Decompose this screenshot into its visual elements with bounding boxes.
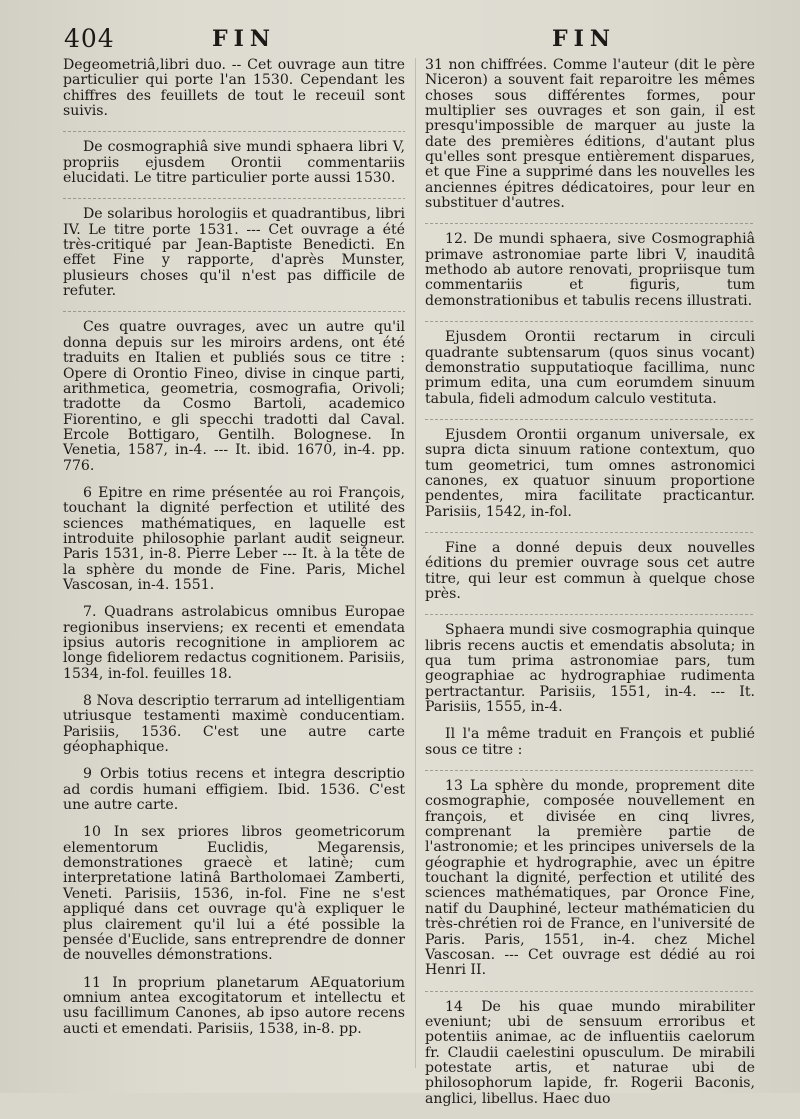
entry-10-paragraph: 10 In sex priores libros geometricorum elementorum Euclidis, Megarensis, demonstrationes graecè et latinè; cum interpretatione latinâ Bartholomaei Zamberti, Veneti. Parisiis, 1536, in-fol. Fine ne s'est appliqué dans cet ouvrage qu'à expliquer le plus clairement qu'il lui a été possible la pensée d'Euclide, sans entreprendre de donner de nouvelles démonstrations. bbox=[63, 824, 405, 964]
divider bbox=[425, 223, 755, 224]
divider bbox=[425, 532, 755, 533]
entry-cosmographia-paragraph: De cosmographiâ sive mundi sphaera libri V, propriis ejusdem Orontii commentariis elucidati. Le titre particulier porte aussi 1530. bbox=[63, 139, 405, 187]
rectarum-paragraph: Ejusdem Orontii rectarum in circuli quadrante subtensarum (quos sinus vocant) demonstratio supputatioque facillima, nunc primum edita, una cum eorumdem sinuum tabula, fideli admodum calculo vestituta. bbox=[425, 329, 755, 407]
right-column bbox=[425, 58, 755, 1119]
page-header bbox=[0, 22, 800, 58]
sphaera-mundi-paragraph: Sphaera mundi sive cosmographia quinque libris recens auctis et emendatis absoluta; in qua tum prima astronomiae pars, tum geographiae ac hydrographiae rudimenta pertractantur. Parisiis, 1551, in-4. --- It. Parisiis, 1555, in-4. bbox=[425, 622, 755, 716]
entry-14-paragraph: 14 De his quae mundo mirabiliter eveniunt; ubi de sensuum erroribus et potentiis animae, ac de influentiis caelorum fr. Claudii caelestini opusculum. De mirabili potestate artis, et naturae ubi de philosophorum lapide, fr. Rogerii Baconis, anglici, libellus. Haec duo bbox=[425, 998, 755, 1107]
entry-9-paragraph: 9 Orbis totius recens et integra descriptio ad cordis humani effigiem. Ibid. 1536. C'est une autre carte. bbox=[63, 766, 405, 814]
entry-13-paragraph: 13 La sphère du monde, proprement dite cosmographie, composée nouvellement en françois, et divisée en cinq livres, comprenant la première partie de l'astronomie; et les principes universels de la géographie et hydrographie, avec un épitre touchant la dignité, perfection et utilité des sciences mathématiques, par Oronce Fine, natif du Dauphiné, lecteur mathématicien du très-chrétien roi de France, en l'université de Paris. Paris, 1551, in-4. chez Michel Vascosan. --- Cet ouvrage est dédié au roi Henri II. bbox=[425, 778, 755, 979]
divider bbox=[425, 991, 755, 992]
italian-translation-paragraph: Ces quatre ouvrages, avec un autre qu'il donna depuis sur les miroirs ardens, ont été traduits en Italien et publiés sous ce titre : Opere di Orontio Fineo, divise in cinque parti, arithmetica, geometria, cosmografia, Orivoli; tradotte da Cosmo Bartoli, academico Fiorentino, e gli specchi tradotti dal Caval. Ercole Bottigaro, Gentilh. Bolognese. In Venetia, 1587, in-4. --- It. ibid. 1670, in-4. pp. 776. bbox=[63, 319, 405, 474]
entry-geometria-paragraph: Degeometriâ,libri duo. -- Cet ouvrage aun titre particulier qui porte l'an 1530. Cependant les chiffres des feuillets de tout le receuil sont suivis. bbox=[63, 57, 405, 120]
entry-11-paragraph: 11 In proprium planetarum AEquatorium omnium antea excogitatorum et intellectu et usu facillimum Canones, ab ipso autore recens aucti et emendati. Parisiis, 1538, in-8. pp. bbox=[63, 974, 405, 1037]
entry-7-paragraph: 7. Quadrans astrolabicus omnibus Europae regionibus inserviens; ex recenti et emendata ipsius autoris recognitione in ampliorem ac longe fideliorem redactus cognitionem. Parisiis, 1534, in-fol. feuilles 18. bbox=[63, 604, 405, 682]
column-divider bbox=[415, 58, 416, 1068]
running-title-left: FIN bbox=[212, 26, 277, 52]
running-title-right: FIN bbox=[552, 26, 617, 52]
divider bbox=[63, 198, 405, 199]
entry-solaribus-paragraph: De solaribus horologiis et quadrantibus, libri IV. Le titre porte 1531. --- Cet ouvrage a été très-critiqué par Jean-Baptiste Benedicti. En effet Fine y rapporte, d'après Munster, plusieurs choses qu'il n'est pas difficile de refuter. bbox=[63, 206, 405, 300]
new-editions-paragraph: Fine a donné depuis deux nouvelles éditions du premier ouvrage sous cet autre titre, qui leur est commun à quelque chose près. bbox=[425, 539, 755, 602]
divider bbox=[63, 131, 405, 132]
entry-12-paragraph: 12. De mundi sphaera, sive Cosmographiâ primave astronomiae parte libri V, inauditâ methodo ab autore renovati, propriisque tum commentariis et figuris, tum demonstrationibus et tabulis recens illustrati. bbox=[425, 231, 755, 309]
niceron-note-paragraph: 31 non chiffrées. Comme l'auteur (dit le père Niceron) a souvent fait reparoitre les mêmes choses sous différentes formes, pour multiplier ses ouvrages et son gain, il est presqu'impossible de marquer au juste la date des premières éditions, d'autant plus qu'elles sont presque entièrement disparues, et que Fine a supprimé dans les nouvelles les anciennes épitres dédicatoires, pour leur en substituer d'autres. bbox=[425, 57, 755, 212]
page-number: 404 bbox=[64, 24, 115, 53]
divider bbox=[425, 321, 755, 322]
organum-paragraph: Ejusdem Orontii organum universale, ex supra dicta sinuum ratione contextum, quo tum geometrici, tum omnes astronomici canones, ex quatuor sinuum proportione pendentes, mira facilitate practicantur. Parisiis, 1542, in-fol. bbox=[425, 426, 755, 520]
divider bbox=[63, 311, 405, 312]
divider bbox=[425, 614, 755, 615]
entry-6-paragraph: 6 Epitre en rime présentée au roi François, touchant la dignité perfection et utilité des sciences mathématiques, en laquelle est introduite philosophie parlant audit seigneur. Paris 1531, in-8. Pierre Leber --- It. à la tête de la sphère du monde de Fine. Paris, Michel Vascosan, in-4. 1551. bbox=[63, 484, 405, 593]
left-column bbox=[63, 58, 405, 1049]
french-translation-note-paragraph: Il l'a même traduit en François et publié sous ce titre : bbox=[425, 726, 755, 758]
entry-8-paragraph: 8 Nova descriptio terrarum ad intelligentiam utriusque testamenti maximè conducentiam. Parisiis, 1536. C'est une autre carte géophaphique. bbox=[63, 693, 405, 756]
divider bbox=[425, 770, 755, 771]
divider bbox=[425, 419, 755, 420]
